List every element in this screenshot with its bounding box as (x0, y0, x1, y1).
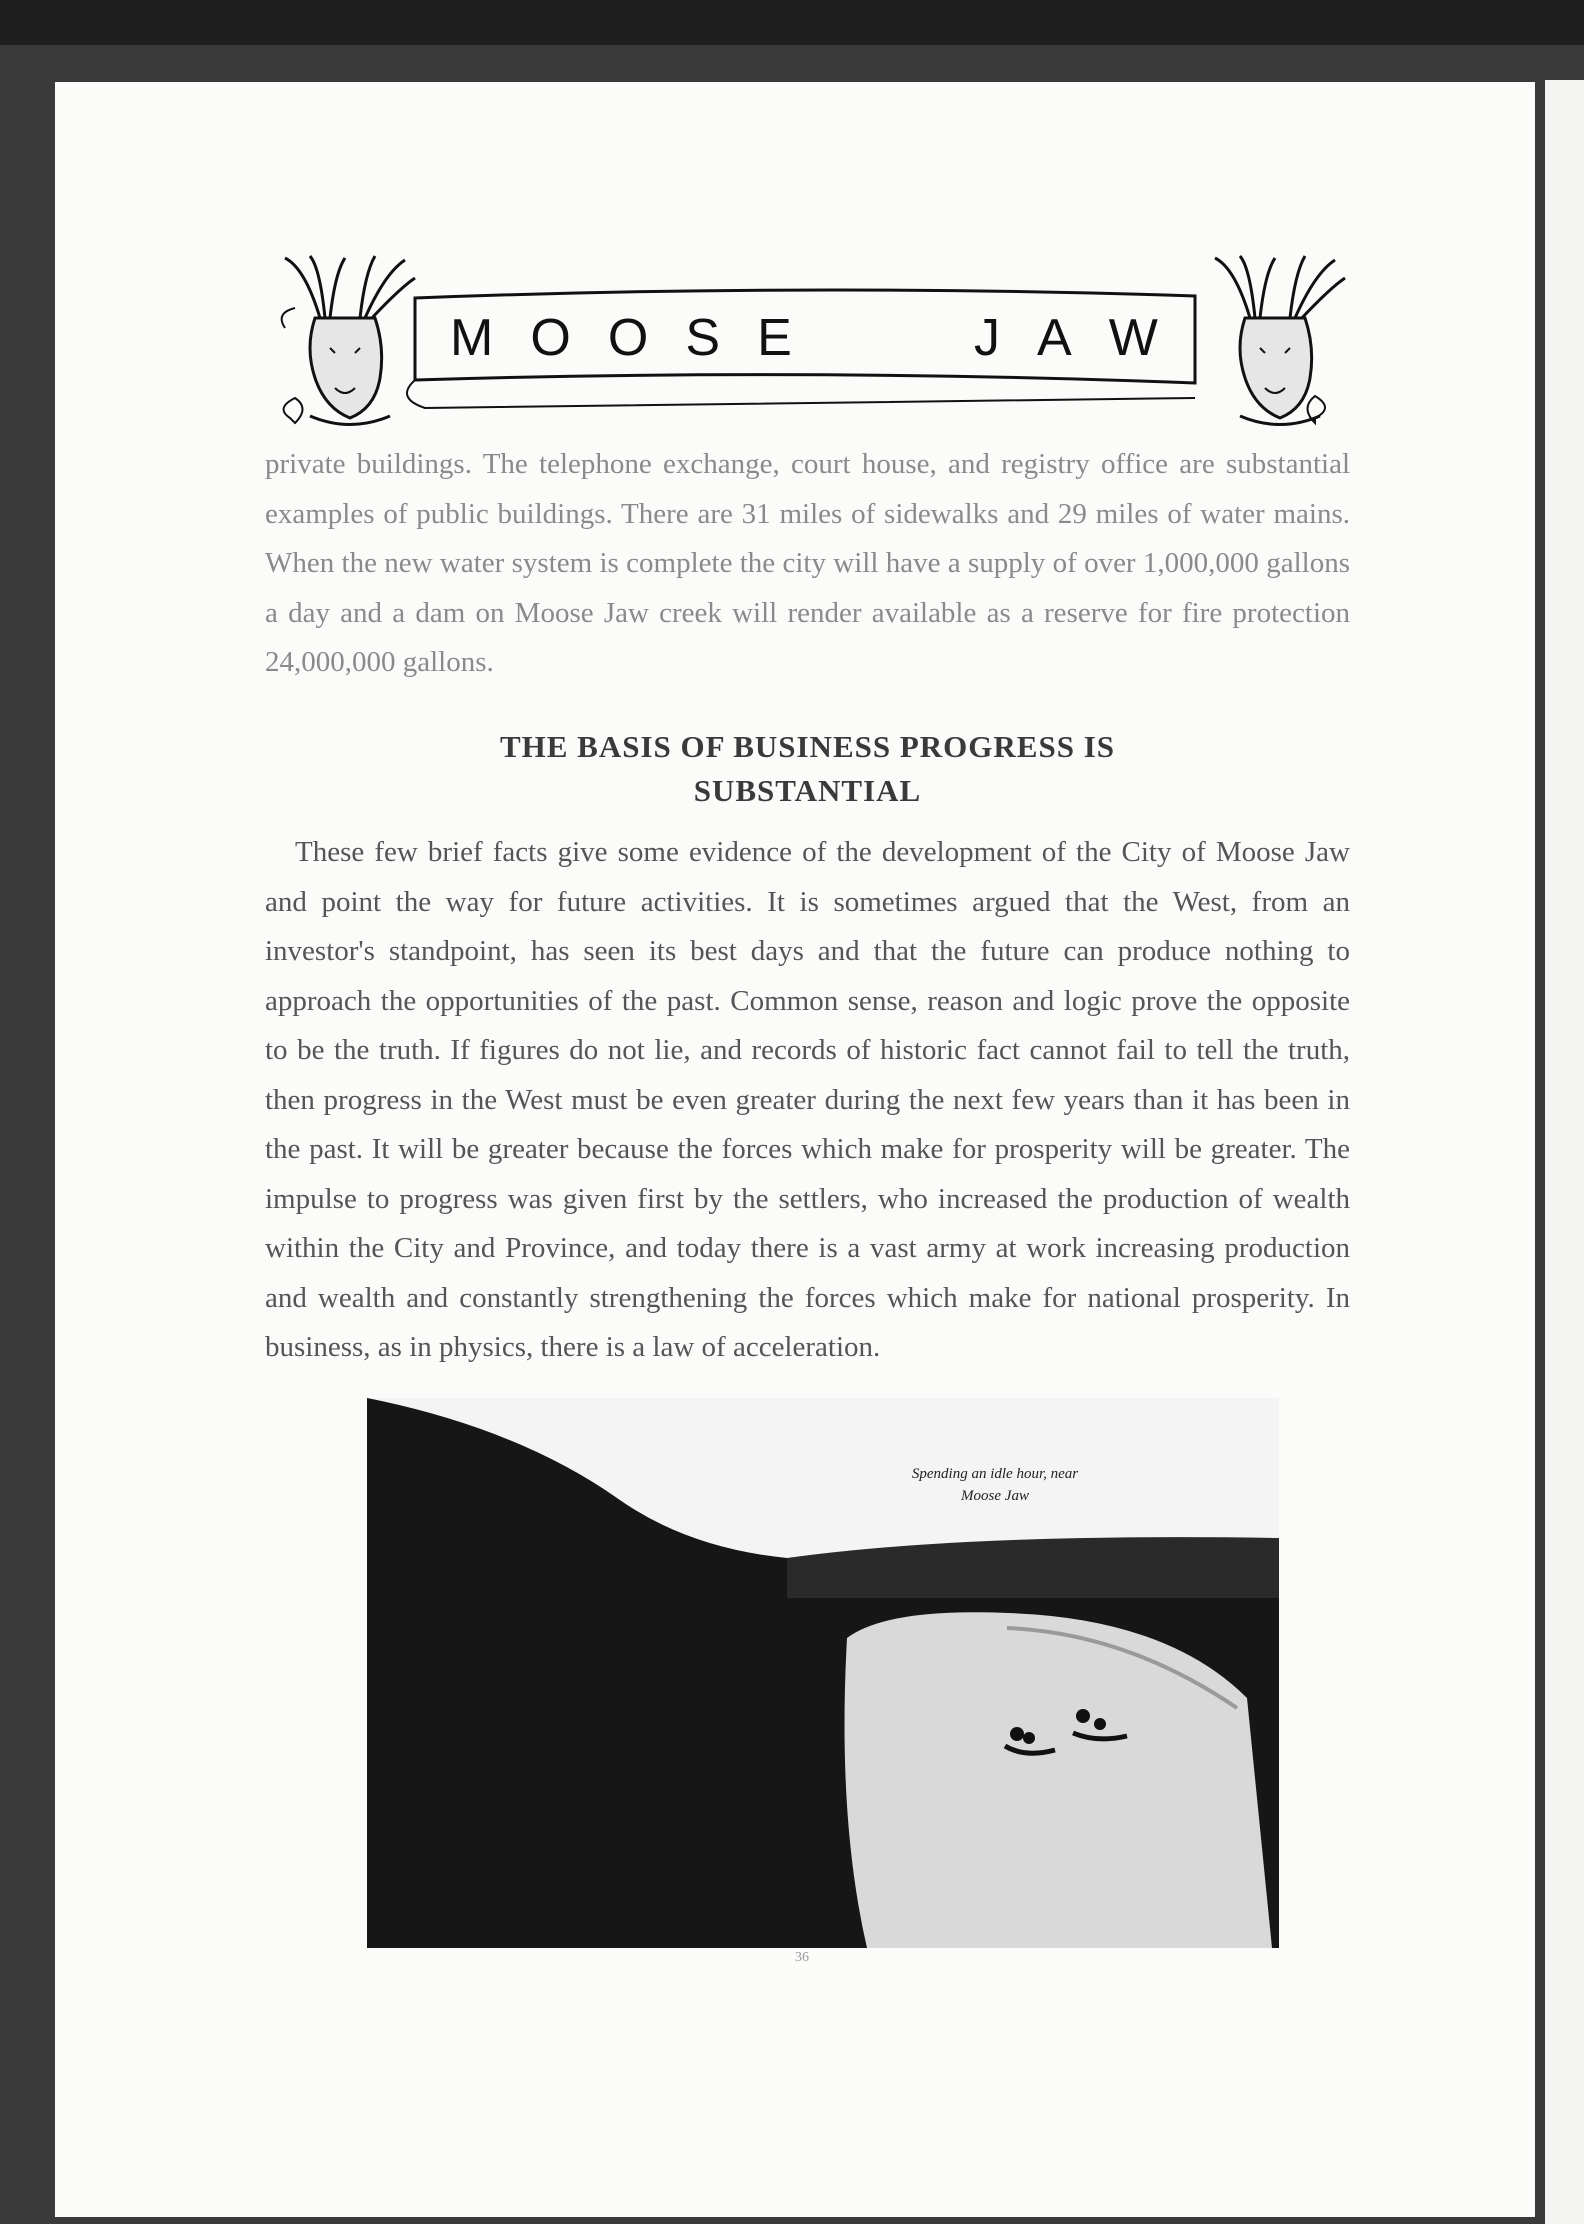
heading-line-2: SUBSTANTIAL (693, 773, 922, 808)
moose-head-left-icon (285, 256, 415, 425)
facing-page-edge (1545, 80, 1584, 2224)
moose-jaw-banner (265, 248, 1350, 438)
banner-letter: J (973, 309, 1002, 367)
moose-head-right-icon (1215, 256, 1345, 425)
river-photo-art (367, 1398, 1279, 1948)
banner-letter: O (530, 309, 573, 367)
paragraph-continued: private buildings. The telephone exchange, court house, and registry office are substantial examples of public buildings. There are 31 miles of sidewalks and 29 miles of water mains. When the new water system is complete the city will have a supply of over 1,000,000 gallons a day and a dam on Moose Jaw creek will render available as a reserve for fire protection 24,000,000 gallons. (265, 448, 1350, 678)
section-heading (300, 725, 1315, 813)
river-photograph (367, 1398, 1279, 1948)
banner-title (430, 298, 1180, 378)
banner-letter: E (757, 309, 794, 367)
photo-caption (850, 1463, 1140, 1507)
caption-line-2: Moose Jaw (961, 1488, 1029, 1504)
heading-line-1: THE BASIS OF BUSINESS PROGRESS IS (499, 729, 1116, 764)
banner-letter: W (1108, 309, 1160, 367)
banner-letter: M (450, 309, 496, 367)
banner-letter: A (1037, 309, 1074, 367)
page-number: 36 (795, 1950, 809, 1965)
paragraph-body: These few brief facts give some evidence of the development of the City of Moose Jaw and point the way for future activities. It is sometimes argued that the West, from an investor's standpoint, has seen its best days and that the future can produce nothing to approach the opportunities of the past. Common sense, reason and logic prove the opposite to be the truth. If figures do not lie, and records of historic fact cannot fail to tell the truth, then progress in the West must be even greater during the next few years than it has been in the past. It will be greater because the forces which make for prosperity will be greater. The impulse to progress was given first by the settlers, who increased the production of wealth within the City and Province, and today there is a vast army at work increasing production and wealth and constantly strengthening the forces which make for national prosperity. In business, as in physics, there is a law of acceleration. (265, 836, 1350, 1363)
caption-line-1: Spending an idle hour, near (911, 1466, 1079, 1482)
banner-letter: S (685, 309, 723, 367)
banner-letter: O (607, 309, 651, 367)
